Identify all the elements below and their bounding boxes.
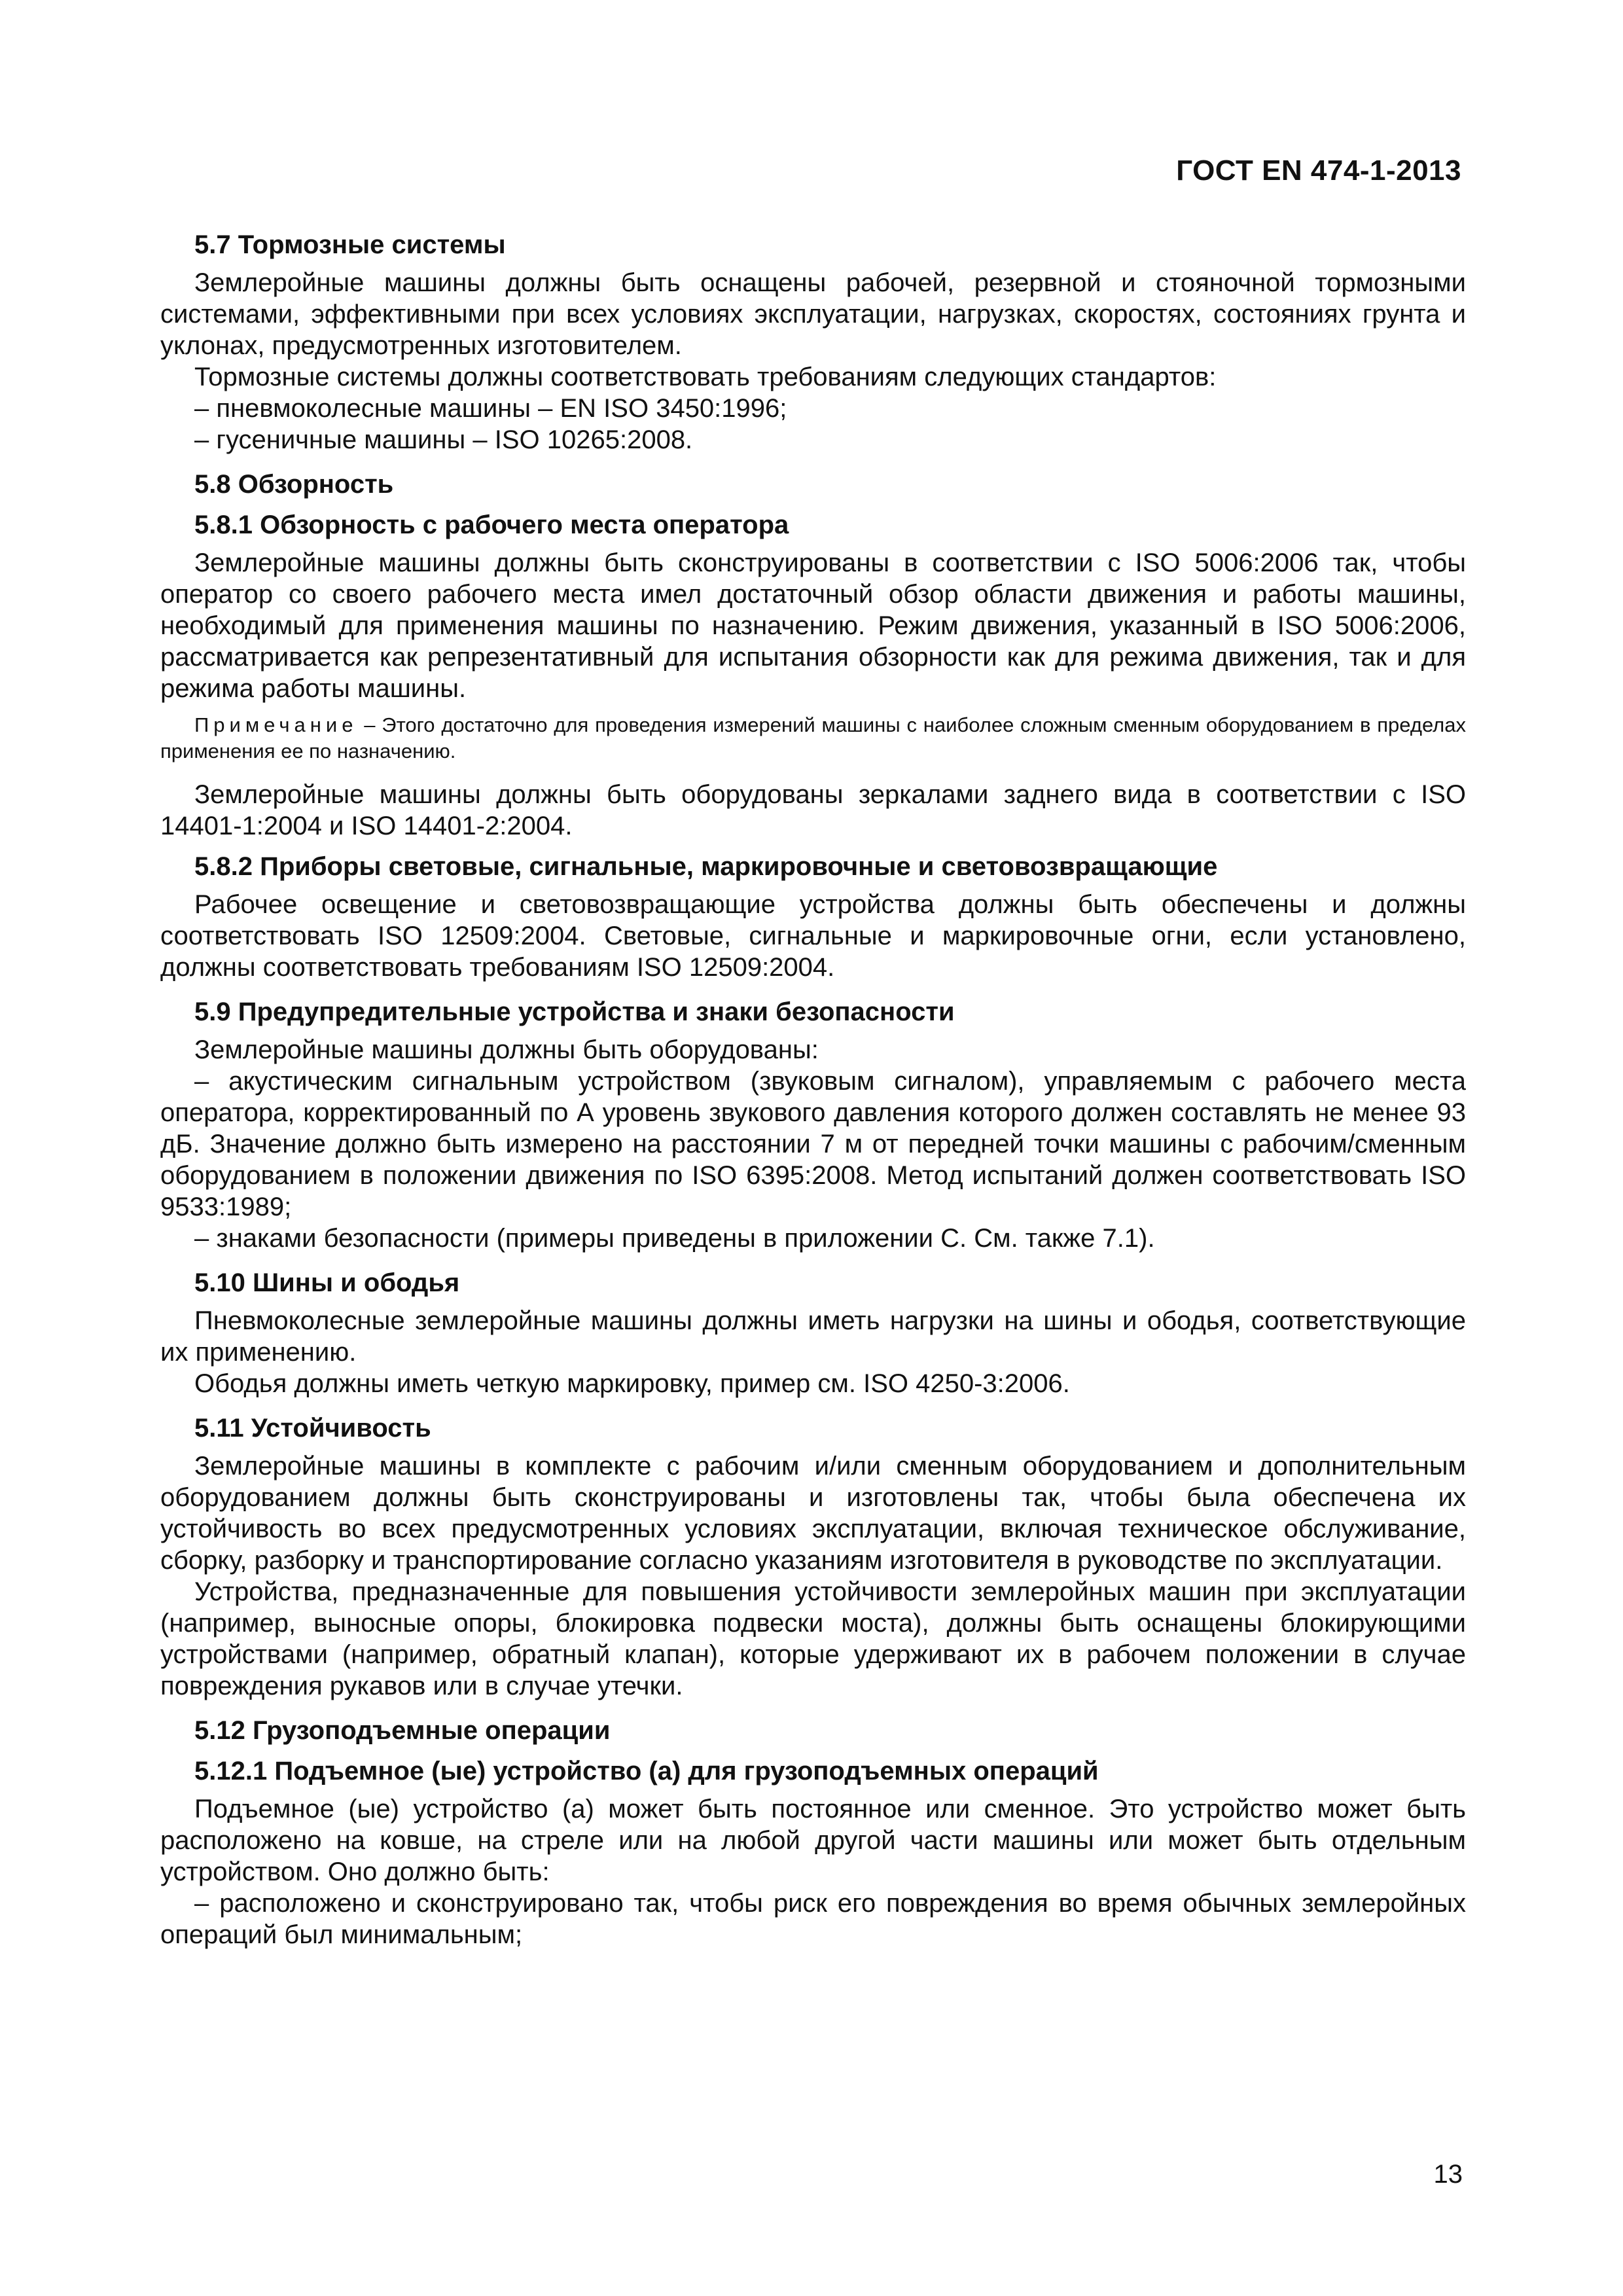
paragraph: Рабочее освещение и световозвращающие устройства должны быть обеспечены и должны соответствовать ISO 12509:2004. Световые, сигнальные и маркировочные огни, если установлено, должны соответствовать требованиям ISO 12509:2004.: [160, 890, 1466, 982]
note-text: – Этого достаточно для проведения измерений машины с наиболее сложным сменным оборудованием в пределах применения ее по назначению.: [160, 713, 1466, 762]
note-label: Примечание: [194, 713, 358, 736]
note: [160, 712, 1466, 764]
section-5-8-2-heading: 5.8.2 Приборы световые, сигнальные, маркировочные и световозвращающие: [194, 852, 1218, 881]
section-5-8-heading: 5.8 Обзорность: [194, 470, 394, 499]
section-5-7-heading: 5.7 Тормозные системы: [194, 230, 506, 259]
list-item: – гусеничные машины – ISO 10265:2008.: [194, 425, 693, 454]
paragraph: Землеройные машины в комплекте с рабочим и/или сменным оборудованием и дополнительным оборудованием должны быть сконструированы и изготовлены так, чтобы была обеспечена их устойчивость во всех предусмотренных условиях эксплуатации, включая техническое обслуживание, сборку, разборку и транспортирование согласно указаниям изготовителя в руководстве по эксплуатации.: [160, 1452, 1466, 1575]
document-id: ГОСТ EN 474-1-2013: [1176, 154, 1461, 187]
document-body: [160, 229, 1466, 1950]
paragraph: Пневмоколесные землеройные машины должны иметь нагрузки на шины и ободья, соответствующие их применению.: [160, 1306, 1466, 1367]
list-item: – знаками безопасности (примеры приведены в приложении С. См. также 7.1).: [194, 1224, 1155, 1253]
paragraph: Землеройные машины должны быть оборудованы зеркалами заднего вида в соответствии с ISO 14401-1:2004 и ISO 14401-2:2004.: [160, 780, 1466, 840]
paragraph: Подъемное (ые) устройство (а) может быть постоянное или сменное. Это устройство может быть расположено на ковше, на стреле или на любой другой части машины или может быть отдельным устройством. Оно должно быть:: [160, 1795, 1466, 1886]
section-5-11-heading: 5.11 Устойчивость: [194, 1414, 431, 1443]
list-item: – пневмоколесные машины – EN ISO 3450:1996;: [194, 394, 787, 423]
section-5-12-1-heading: 5.12.1 Подъемное (ые) устройство (а) для грузоподъемных операций: [194, 1757, 1099, 1785]
page-number: 13: [1433, 2160, 1463, 2189]
section-5-10-heading: 5.10 Шины и ободья: [194, 1268, 460, 1297]
paragraph: Тормозные системы должны соответствовать требованиям следующих стандартов:: [194, 363, 1217, 391]
paragraph: Землеройные машины должны быть оборудованы:: [194, 1035, 819, 1064]
section-5-9-heading: 5.9 Предупредительные устройства и знаки безопасности: [194, 997, 955, 1026]
list-item: – акустическим сигнальным устройством (звуковым сигналом), управляемым с рабочего места оператора, корректированный по А уровень звукового давления которого должен составлять не менее 93 дБ. Значение должно быть измерено на расстоянии 7 м от передней точки машины с рабочим/сменным оборудованием в положении движения по ISO 6395:2008. Метод испытаний должен соответствовать ISO 9533:1989;: [160, 1067, 1466, 1221]
paragraph: Устройства, предназначенные для повышения устойчивости землеройных машин при эксплуатации (например, выносные опоры, блокировка подвески моста), должны быть оснащены блокирующими устройствами (например, обратный клапан), которые удерживают их в рабочем положении в случае повреждения рукавов или в случае утечки.: [160, 1577, 1466, 1700]
paragraph: Землеройные машины должны быть сконструированы в соответствии с ISO 5006:2006 так, чтобы оператор со своего рабочего места имел достаточный обзор области движения и работы машины, необходимый для применения машины по назначению. Режим движения, указанный в ISO 5006:2006, рассматривается как репрезентативный для испытания обзорности как для режима движения, так и для режима работы машины.: [160, 548, 1466, 703]
paragraph: Ободья должны иметь четкую маркировку, пример см. ISO 4250-3:2006.: [194, 1369, 1070, 1398]
list-item: – расположено и сконструировано так, чтобы риск его повреждения во время обычных землеройных операций был минимальным;: [160, 1889, 1466, 1949]
section-5-8-1-heading: 5.8.1 Обзорность с рабочего места оператора: [194, 511, 789, 539]
paragraph: Землеройные машины должны быть оснащены рабочей, резервной и стояночной тормозными системами, эффективными при всех условиях эксплуатации, нагрузках, скоростях, состояниях грунта и уклонах, предусмотренных изготовителем.: [160, 268, 1466, 360]
section-5-12-heading: 5.12 Грузоподъемные операции: [194, 1716, 611, 1745]
